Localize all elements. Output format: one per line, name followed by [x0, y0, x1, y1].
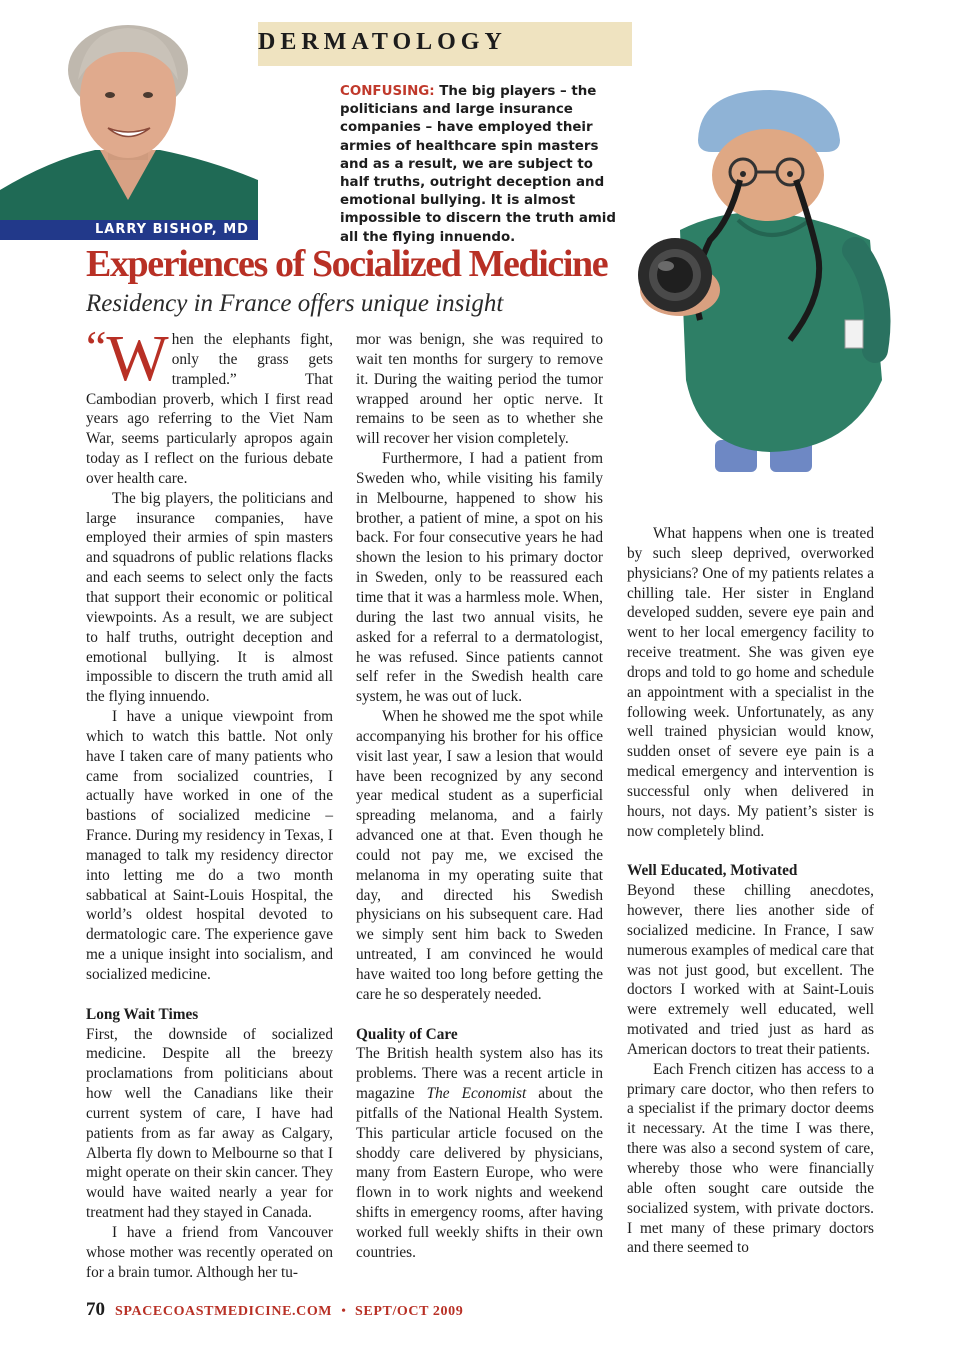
- paragraph: Beyond these chilling anecdotes, however, there lies another side of socialized medicine. In France, I saw numerous examples of medical care that was not just good, but excellent. The doctors I worked with at Saint-Louis were extremely well educated, well motivated and tried just as hard as American doctors to treat their patients.: [627, 882, 874, 1058]
- headline: Experiences of Socialized Medicine: [86, 243, 608, 285]
- page-number: 70: [86, 1299, 105, 1320]
- paragraph-text: The British health system also has its problems. There was a recent article in magazine: [356, 1045, 603, 1103]
- subheading-well-educated: Well Educated, Motivated: [627, 862, 798, 880]
- paragraph: I have a unique viewpoint from which to watch this battle. Not only have I taken care of many patients who came from socialized countries, I actually have worked in one of the bastions of socialized medicine – France. During my residency in Texas, I managed to talk my residency director into letting me do a two month sabbatical at Saint-Louis Hospital, the world’s oldest hospital devoted to dermatologic care. The experience gave me a unique insight into socialism, and socialized medicine.: [86, 708, 333, 983]
- paragraph: When he showed me the spot while accompanying his brother for his office visit last year, I saw a lesion that would have been recognized by any second year medical student as a superficial spreading melanoma, and a fairly advanced one at that. Even though he could not pay me, we excised the melanoma in my operating suite that day, and directed his Swedish physicians on his subsequent care. Had we simply sent him back to Sweden untreated, I am convinced he would have waited too long before getting the care he so desperately needed.: [356, 708, 603, 1003]
- paragraph-text: about the pitfalls of the National Health System. This particular article focused on the shoddy care delivered by physicians, many from Eastern Europe, who were flown in to work nights and weekend shifts in emergency rooms, after having worked full weekly shifts in their own countries.: [356, 1085, 603, 1261]
- paragraph: I have a friend from Vancouver whose mother was recently operated on for a brain tumor. Although her tu-: [86, 1223, 333, 1281]
- drop-cap-quote: “: [86, 321, 107, 372]
- article-column-2: [356, 330, 603, 1263]
- section-label: DERMATOLOGY: [258, 29, 507, 55]
- paragraph: [356, 1044, 603, 1262]
- paragraph: The big players, the politicians and large insurance companies, have employed their armies of spin masters and squadrons of public relations flacks and each seems to select only the facts that support their economic or political viewpoints. As a result, we are subject to half truths, outright deception and emotional bullying. It is almost impossible to discern the truth amid all the flying innuendo.: [86, 489, 333, 706]
- pull-quote-text: The big players – the politicians and large insurance companies – have employed their armies of healthcare spin masters and as a result, we are subject to half truths, outright deception and emotional bullying. It is almost impossible to discern the truth amid all the flying innuendo.: [340, 84, 616, 245]
- paragraph-text: hen the elephants fight, only the grass gets trampled.” That Cambodian proverb, which I first read years ago referring to the Viet Nam War, seems particularly apropos again today as I reflect on the furious debate over health care.: [86, 331, 333, 487]
- subheading-quality-of-care: Quality of Care: [356, 1025, 458, 1043]
- drop-cap: [86, 321, 169, 395]
- doctor-illustration: [620, 80, 910, 480]
- publication-name: SPACECOASTMEDICINE.COM: [115, 1304, 333, 1319]
- paragraph: Furthermore, I had a patient from Sweden who, while visiting his family in Melbourne, happened to show his brother, a patient of mine, a spot on his back. For four consecutive years he had shown the lesion to his primary doctor in Sweden, only to be reassured each time that it was a harmless mole. When, during the last two annual visits, he asked for a referral to a dermatologist, he was refused. Since patients cannot self refer in the Swedish health care system, he was out of luck.: [356, 450, 603, 706]
- author-photo: [0, 0, 258, 222]
- pull-quote-label: CONFUSING:: [340, 84, 435, 99]
- paragraph: What happens when one is treated by such sleep deprived, overworked physicians? One of my patients relates a chilling tale. Her sister in England developed sudden, severe eye pain and went to her local emergency facility to receive treatment. She was given eye drops and told to go home and schedule an appointment with a specialist in the following week. Unfortunately, as any well trained physician would know, sudden onset of severe eye pain is a medical emergency and intervention is successful only when delivered in hours, not days. My patient’s sister is now completely blind.: [627, 525, 874, 840]
- issue-date: SEPT/OCT 2009: [355, 1304, 464, 1319]
- paragraph: Each French citizen has access to a primary care doctor, who then refers to a specialist if the primary doctor deems it necessary. At the time I was there, there was also a second system of care, whereby those who were financially able often sought care outside the socialized system, with private doctors. I met many of these primary doctors and there seemed to: [627, 1060, 874, 1257]
- paragraph: [86, 321, 333, 489]
- article-column-3: [627, 524, 874, 1258]
- subheading-long-wait-times: Long Wait Times: [86, 1005, 199, 1023]
- author-name: LARRY BISHOP, MD: [95, 222, 249, 237]
- article-column-1: [86, 321, 333, 1283]
- pull-quote: [340, 83, 622, 247]
- magazine-title: The Economist: [426, 1085, 527, 1103]
- footer-separator: •: [341, 1304, 347, 1319]
- paragraph: First, the downside of socialized medicine. Despite all the breezy proclamations from politicians about how well the Canadians like their current system of care, I have had patients from as far away as Calgary, Alberta fly down to Melbourne so that I might operate on their skin cancer. They would have waited nearly a year for treatment had they stayed in Canada.: [86, 1025, 333, 1222]
- subhead: Residency in France offers unique insight: [86, 290, 504, 317]
- paragraph: mor was benign, she was required to wait ten months for surgery to remove it. During the waiting period the tumor wrapped around her optic nerve. It remains to be seen as to whether she will recover her vision completely.: [356, 331, 603, 448]
- page-footer: [86, 1299, 463, 1321]
- drop-cap-letter: W: [106, 322, 169, 395]
